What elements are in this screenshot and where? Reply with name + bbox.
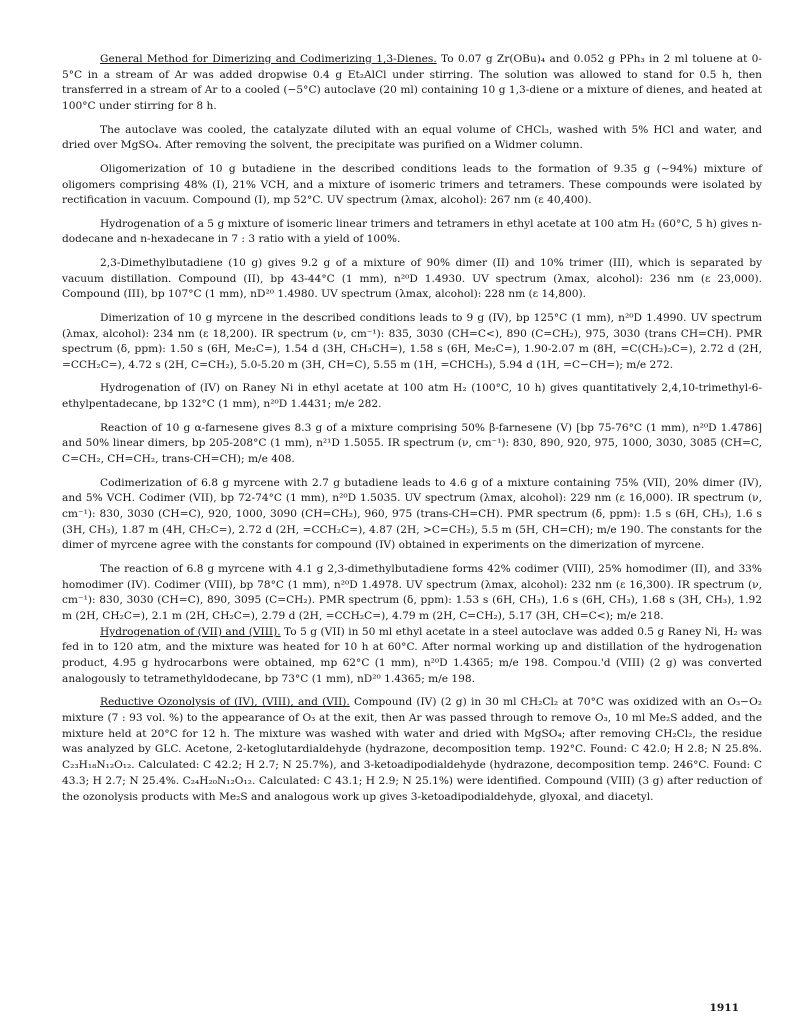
paragraph-text: The reaction of 6.8 g myrcene with 4.1 g 2,3-dimethylbutadiene forms 42% codimer (VIII), 25% homodimer (II), and 33% homodimer (IV). Codimer (VIII), bp 78°C (1 mm), n²⁰D 1.4978. UV spectrum (λmax, alcohol): 232 nm (ε 16,300). IR spectrum (ν, cm⁻¹): 830, 3030 (CH=C), 890, 3095 (C=CH₂). PMR spectrum (δ, ppm): 1.53 s (6H, CH₃), 1.6 s (6H, CH₃), 1.68 s (3H, CH₃), 1.92 m (2H, CH₂C=), 2.1 m (2H, CH₂C=), 2.79 d (2H, =CCH₂C=), 4.79 m (2H, C=CH₂), 5.17 (3H, CH=C<); m/e 218.: [62, 562, 762, 622]
paragraph-text: Reaction of 10 g α-farnesene gives 8.3 g of a mixture comprising 50% β-farnesene (V) [bp 75-76°C (1 mm), n²⁰D 1.4786] and 50% linear dimers, bp 205-208°C (1 mm), n²¹D 1.5055. IR spectrum (ν, cm⁻¹): 830, 890, 920, 975, 1000, 3030, 3085 (CH=C, C=CH₂, CH=CH₂, trans-CH=CH); m/e 408.: [62, 421, 762, 466]
paragraph-text: Oligomerization of 10 g butadiene in the described conditions leads to the formation of 9.35 g (~94%) mixture of oligomers comprising 48% (I), 21% VCH, and a mixture of isomeric trimers and tetramers. These compounds were isolated by rectification in vacuum. Compound (I), mp 52°C. UV spectrum (λmax, alcohol): 267 nm (ε 40,400).: [62, 162, 762, 207]
paragraph-text: The autoclave was cooled, the catalyzate diluted with an equal volume of CHCl₃, washed with 5% HCl and water, and dried over MgSO₄. After removing the solvent, the precipitate was purified on a Widmer column.: [62, 123, 762, 152]
paragraph-dimethylbutadiene: [62, 256, 762, 303]
paragraph-text: Hydrogenation of (IV) on Raney Ni in ethyl acetate at 100 atm H₂ (100°C, 10 h) gives quantitatively 2,4,10-trimethyl-6-ethylpentadecane, bp 132°C (1 mm), n²⁰D 1.4431; m/e 282.: [62, 382, 762, 411]
page-number: 1911: [709, 1002, 739, 1014]
paragraph-text: Compound (IV) (2 g) in 30 ml CH₂Cl₂ at 70°C was oxidized with an O₃−O₂ mixture (7 : 93 vol. %) to the appearance of O₃ at the exit, then Ar was passed through to remove O₃, 10 ml Me₂S added, and the mixture held at 20°C for 12 h. The mixture was washed with water and dried with MgSO₄; after removing CH₂Cl₂, the residue was analyzed by GLC. Acetone, 2-ketoglutardialdehyde (hydrazone, decomposition temp. 192°C. Found: C 42.0; H 2.8; N 25.8%. C₂₃H₁₈N₁₂O₁₂. Calculated: C 42.2; H 2.7; N 25.7%), and 3-ketoadipodialdehyde (hydrazone, decomposition temp. 246°C. Found: C 43.3; H 2.7; N 25.4%. C₂₄H₂₀N₁₂O₁₂. Calculated: C 43.1; H 2.9; N 25.1%) were identified. Compound (VIII) (3 g) after reduction of the ozonolysis products with Me₂S and analogous work up gives 3-ketoadipodialdehyde, glyoxal, and diacetyl.: [62, 696, 762, 803]
section-heading: Hydrogenation of (VII) and (VIII).: [100, 625, 281, 638]
paragraph-text: To 0.07 g Zr(OBu)₄ and 0.052 g PPh₃ in 2 ml toluene at 0-5°C in a stream of Ar was added dropwise 0.4 g Et₂AlCl under stirring. The solution was allowed to stand for 0.5 h, then transferred in a stream of Ar to a cooled (−5°C) autoclave (20 ml) containing 10 g 1,3-diene or a mixture of dienes, and heated at 100°C under stirring for 8 h.: [62, 53, 762, 113]
paragraph-text: 2,3-Dimethylbutadiene (10 g) gives 9.2 g of a mixture of 90% dimer (II) and 10% trimer (III), which is separated by vacuum distillation. Compound (II), bp 43-44°C (1 mm), n²⁰D 1.4930. UV spectrum (λmax, alcohol): 236 nm (ε 23,000). Compound (III), bp 107°C (1 mm), nD²⁰ 1.4980. UV spectrum (λmax, alcohol): 228 nm (ε 14,800).: [62, 256, 762, 301]
paragraph-workup: [62, 123, 762, 154]
paragraph-myrcene-dimerization: [62, 311, 762, 374]
paragraph-codimerization: [62, 476, 762, 555]
paragraph-hydrogenation-trimers: [62, 217, 762, 248]
paragraph-text: To 5 g (VII) in 50 ml ethyl acetate in a steel autoclave was added 0.5 g Raney Ni, H₂ was fed in to 120 atm, and the mixture was heated for 10 h at 60°C. After normal working up and distillation of the hydrogenation product, 4.95 g hydrocarbons were obtained, mp 62°C (1 mm), n²⁰D 1.4365; m/e 198. Compou.'d (VIII) (2 g) was converted analogously to tetramethyldodecane, bp 73°C (1 mm), nD²⁰ 1.4365; m/e 198.: [62, 625, 762, 685]
section-heading: General Method for Dimerizing and Codimerizing 1,3-Dienes.: [100, 53, 437, 65]
paragraph-text: Dimerization of 10 g myrcene in the described conditions leads to 9 g (IV), bp 125°C (1 mm), n²⁰D 1.4990. UV spectrum (λmax, alcohol): 234 nm (ε 18,200). IR spectrum (ν, cm⁻¹): 835, 3030 (CH=C<), 890 (C=CH₂), 975, 3030 (trans CH=CH). PMR spectrum (δ, ppm): 1.50 s (6H, Me₂C=), 1.54 d (3H, CH₃CH=), 1.58 s (6H, Me₂C=), 1.90-2.07 m (8H, =C(CH₂)₂C=), 2.72 d (2H, =CCH₂C=), 4.72 s (2H, C=CH₂), 5.0-5.20 m (3H, CH=C), 5.55 m (1H, =CHCH₃), 5.94 d (1H, =C−CH=); m/e 272.: [62, 311, 762, 371]
paragraph-farnesene: [62, 421, 762, 468]
paragraph-oligomerization: [62, 162, 762, 209]
paragraph-text: Codimerization of 6.8 g myrcene with 2.7 g butadiene leads to 4.6 g of a mixture containing 75% (VII), 20% dimer (IV), and 5% VCH. Codimer (VII), bp 72-74°C (1 mm), n²⁰D 1.5035. UV spectrum (λmax, alcohol): 229 nm (ε 16,000). IR spectrum (ν, cm⁻¹): 830, 3030 (CH=C), 920, 1000, 3090 (CH=CH₂), 960, 975 (trans-CH=CH). PMR spectrum (δ, ppm): 1.5 s (6H, CH₃), 1.6 s (3H, CH₃), 1.87 m (4H, CH₂C=), 2.72 d (2H, =CCH₂C=), 4.87 (2H, >C=CH₂), 5.5 m (5H, CH=CH); m/e 190. The constants for the dimer of myrcene agree with the constants for compound (IV) obtained in experiments on the dimerization of myrcene.: [62, 476, 762, 552]
paragraph-text: Hydrogenation of a 5 g mixture of isomeric linear trimers and tetramers in ethyl acetate at 100 atm H₂ (60°C, 5 h) gives n-dodecane and n-hexadecane in 7 : 3 ratio with a yield of 100%.: [62, 217, 762, 246]
paragraph-codimer-viii: [62, 562, 762, 625]
article-body: [62, 52, 762, 813]
paragraph-general-method: [62, 52, 762, 115]
paragraph-ozonolysis: [62, 695, 762, 805]
paragraph-hydrogenation-vii-viii: [62, 625, 762, 688]
paragraph-hydrogenation-iv: [62, 381, 762, 412]
section-heading: Reductive Ozonolysis of (IV), (VIII), and (VII).: [100, 696, 350, 709]
